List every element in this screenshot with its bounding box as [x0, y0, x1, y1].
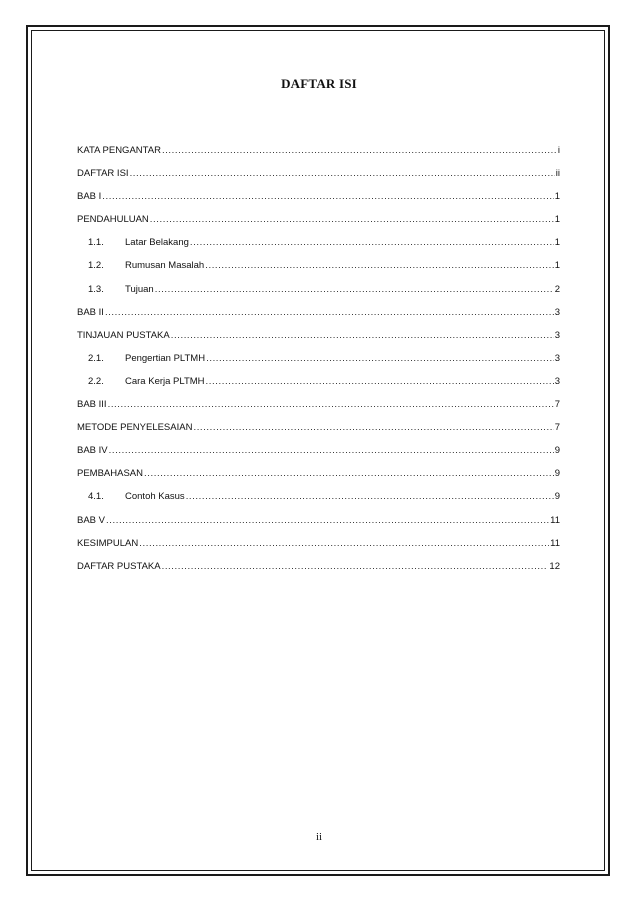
- toc-entry[interactable]: [77, 352, 560, 375]
- toc-entry[interactable]: [77, 306, 560, 329]
- toc-entry-page: 1: [554, 237, 560, 249]
- toc-dot-leader: [150, 213, 554, 227]
- toc-entry-label: Cara Kerja PLTMH: [125, 375, 205, 387]
- toc-entry[interactable]: [77, 213, 560, 236]
- toc-entry[interactable]: [77, 167, 560, 190]
- toc-entry[interactable]: [77, 398, 560, 421]
- toc-entry[interactable]: [77, 190, 560, 213]
- toc-entry-page: i: [557, 145, 560, 156]
- toc-entry-page: 3: [554, 329, 560, 341]
- toc-entry-label: DAFTAR ISI: [77, 168, 129, 180]
- toc-entry-page: 7: [554, 399, 560, 411]
- toc-dot-leader: [205, 259, 553, 273]
- toc-entry-page: ii: [555, 168, 560, 180]
- toc-entry-number: 2.1.: [88, 352, 104, 364]
- toc-entry[interactable]: [77, 467, 560, 490]
- toc-entry-page: 11: [550, 514, 560, 526]
- toc-entry-page: 3: [554, 306, 560, 318]
- toc-dot-leader: [109, 444, 554, 458]
- toc-entry-page: 3: [554, 352, 560, 364]
- toc-entry-label: BAB II: [77, 306, 104, 318]
- toc-dot-leader: [144, 467, 554, 481]
- toc-entry-label: PEMBAHASAN: [77, 468, 143, 480]
- toc-dot-leader: [190, 236, 554, 250]
- toc-entry[interactable]: [77, 560, 560, 583]
- page-title: DAFTAR ISI: [281, 76, 357, 91]
- toc-entry-number: 1.1.: [88, 237, 104, 249]
- toc-entry-number: 4.1.: [88, 491, 104, 503]
- toc-entry-page: 7: [554, 422, 560, 434]
- toc-entry-page: 12: [549, 560, 560, 572]
- toc-dot-leader: [108, 398, 554, 412]
- toc-dot-leader: [155, 283, 554, 297]
- toc-entry[interactable]: [77, 537, 560, 560]
- toc-entry-label: TINJAUAN PUSTAKA: [77, 329, 170, 341]
- toc-entry-page: 9: [554, 468, 560, 480]
- page-number: ii: [315, 831, 323, 843]
- toc-entry-page: 1: [554, 260, 560, 272]
- toc-entry-label: Pengertian PLTMH: [125, 352, 206, 364]
- toc-dot-leader: [171, 329, 554, 343]
- toc-dot-leader: [206, 352, 554, 366]
- toc-entry-label: Tujuan: [125, 283, 154, 295]
- toc-entry-label: Rumusan Masalah: [125, 260, 205, 272]
- toc-dot-leader: [162, 560, 549, 574]
- toc-dot-leader: [139, 537, 549, 551]
- toc-entry-number: 2.2.: [88, 375, 104, 387]
- toc-entry-label: Latar Belakang: [125, 237, 189, 249]
- toc-dot-leader: [186, 490, 554, 504]
- toc-entry-page: 3: [554, 375, 560, 387]
- toc-entry-page: 2: [554, 283, 560, 295]
- toc-entry-label: Contoh Kasus: [125, 491, 185, 503]
- toc-entry-page: 1: [554, 191, 560, 203]
- toc-entry-label: PENDAHULUAN: [77, 214, 149, 226]
- toc-entry-page: 1: [554, 214, 560, 226]
- toc-dot-leader: [162, 144, 557, 158]
- toc-entry-label: BAB III: [77, 399, 107, 411]
- toc-entry[interactable]: [77, 236, 560, 259]
- toc-entry[interactable]: [77, 144, 560, 167]
- toc-entry-label: BAB V: [77, 514, 105, 526]
- toc-entry-number: 1.3.: [88, 283, 104, 295]
- toc-entry-page: 9: [554, 491, 560, 503]
- toc-entry[interactable]: [77, 444, 560, 467]
- toc-entry-label: KESIMPULAN: [77, 537, 139, 549]
- toc-entry-label: METODE PENYELESAIAN: [77, 422, 193, 434]
- toc-entry-label: KATA PENGANTAR: [77, 145, 161, 156]
- toc-entry[interactable]: [77, 283, 560, 306]
- toc-entry-label: BAB I: [77, 191, 102, 203]
- toc-entry[interactable]: [77, 375, 560, 398]
- toc-entry[interactable]: [77, 259, 560, 282]
- toc-dot-leader: [206, 375, 554, 389]
- toc-dot-leader: [102, 190, 553, 204]
- toc-entry-number: 1.2.: [88, 260, 104, 272]
- toc-dot-leader: [106, 514, 549, 528]
- toc-entry-page: 11: [550, 537, 560, 549]
- toc-entry-page: 9: [554, 445, 560, 457]
- toc-dot-leader: [193, 421, 553, 435]
- toc-entry[interactable]: [77, 514, 560, 537]
- toc-entry[interactable]: [77, 421, 560, 444]
- toc-dot-leader: [130, 167, 555, 181]
- toc-entry-label: BAB IV: [77, 445, 108, 457]
- toc-entry[interactable]: [77, 329, 560, 352]
- toc-entry-label: DAFTAR PUSTAKA: [77, 560, 161, 572]
- toc-entry[interactable]: [77, 490, 560, 513]
- table-of-contents: [77, 144, 560, 583]
- toc-dot-leader: [105, 306, 554, 320]
